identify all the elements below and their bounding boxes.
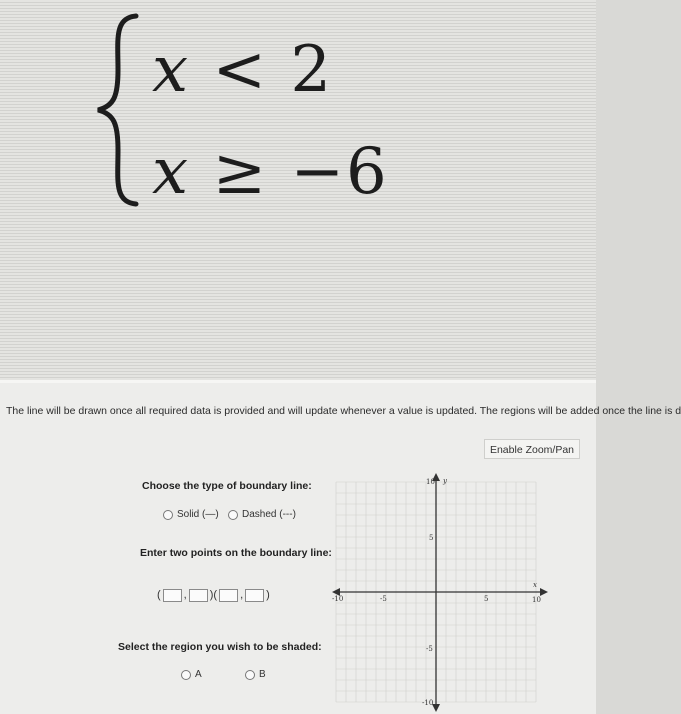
region-a-option[interactable] [181,669,202,680]
variable: x [152,135,191,209]
tick-x-neg5: -5 [380,595,387,603]
tick-y-neg10: -10 [422,699,434,707]
enable-zoom-pan-button[interactable]: Enable Zoom/Pan [484,439,580,459]
operator: ≥ [212,135,269,209]
tick-y-neg5: -5 [426,645,433,653]
x-axis-label: x [533,581,537,589]
operator: < [212,33,269,107]
tick-y-5: 5 [429,534,434,542]
boundary-controls [0,383,330,714]
solid-line-option[interactable] [163,509,219,520]
tick-x-5: 5 [484,595,489,603]
region-a-label: A [195,669,202,680]
inequality-system [92,10,412,210]
y-axis-label: y [443,477,447,485]
region-label: Select the region you wish to be shaded: [118,641,322,653]
point1-y-input[interactable] [189,589,208,602]
bound-value: 2 [290,33,334,107]
radio-icon[interactable] [228,510,238,520]
inequality-2 [152,135,389,209]
graphing-panel [0,383,681,714]
solid-option-label: Solid (—) [177,509,219,520]
bound-value: −6 [290,135,389,209]
instruction-text: The line will be drawn once all required data is provided and will update whenever a value is updated. The regions will be added once the line is d [6,405,681,417]
dashed-line-option[interactable] [228,509,296,520]
variable: x [152,33,191,107]
tick-y-10: 10 [426,478,435,486]
coordinate-grid[interactable] [330,471,550,714]
region-b-option[interactable] [245,669,266,680]
comma: , [183,589,187,601]
tick-x-10: 10 [532,596,541,604]
region-b-label: B [259,669,266,680]
radio-icon[interactable] [163,510,173,520]
point2-y-input[interactable] [245,589,264,602]
inequality-1 [152,33,334,107]
problem-area [0,0,596,380]
point1-x-input[interactable] [163,589,182,602]
comma: , [240,589,244,601]
point2-x-input[interactable] [219,589,238,602]
paren-close: ) [266,589,270,601]
tick-x-neg10: -10 [332,595,344,603]
dashed-option-label: Dashed (---) [242,509,296,520]
point-inputs [157,589,270,602]
radio-icon[interactable] [181,670,191,680]
radio-icon[interactable] [245,670,255,680]
axes [332,473,548,712]
paren-mid: )( [209,589,218,601]
points-label: Enter two points on the boundary line: [140,547,332,559]
line-type-label: Choose the type of boundary line: [142,480,312,492]
x-arrow-right-icon [540,588,548,596]
left-brace [92,10,146,210]
paren-open: ( [157,589,161,601]
